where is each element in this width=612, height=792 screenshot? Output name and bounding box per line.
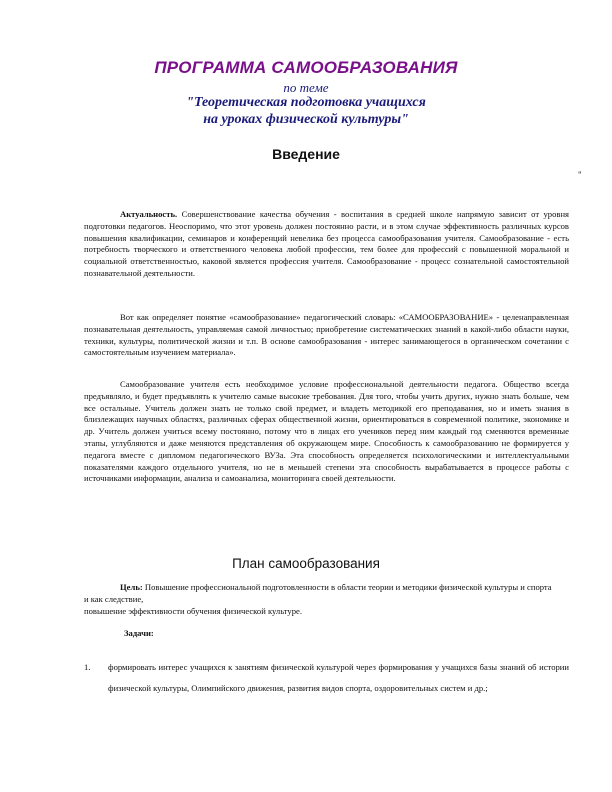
program-subtitle: по теме <box>283 80 329 95</box>
list-item-text: формировать интерес учащихся к занятиям физической культурой через формирования у учащихся базы знаний об истории физической культуры, Олимпийского движения, развития видов спорта, оздоровительных систем и др.; <box>108 662 569 693</box>
teacher-paragraph: Самообразование учителя есть необходимое условие профессиональной деятельности педагога. Общество всегда предъявляло, и будет предъявлять к учителю самые высокие требования. Для того, чтобы учить других, нужно знать больше, чем все остальные. Учитель должен знать не только свой предмет, и владеть методикой его преподавания, но и иметь знания в близлежащих научных областях, различных сферах общественной жизни, ориентироваться в современной политике, экономике и др. Учитель должен учиться всему постоянно, потому что в лицах его учеников перед ним каждый год сменяются временные этапы, углубляются и даже меняются представления об окружающем мире. Способность к самообразованию не формируется у педагога вместе с дипломом педагогического ВУЗа. Эта способность определяется психологическими и интеллектуальными показателями каждого отдельного учителя, но не в меньшей степени эта способность вырабатывается в процессе работы с источниками информации, анализа и самоанализа, мониторинга своей деятельности. <box>84 379 569 484</box>
program-title: ПРОГРАММА САМООБРАЗОВАНИЯ <box>154 58 458 77</box>
relevance-text: Совершенствование качества обучения - воспитания в средней школе напрямую зависит от уровня подготовки педагогов. Неоспоримо, что этот уровень должен постоянно расти, и в этом случае эффективность различных курсов повышения квалификации, семинаров и конференций невелика без процесса самообразования учителя. Самообразование - есть потребность творческого и ответственного человека любой профессии, тем более для профессий с повышенной моральной и социальной ответственностью, каковой является профессия учителя. Самообразование - процесс сознательной самостоятельной познавательной деятельности. <box>84 209 569 278</box>
plan-heading: План самообразования <box>232 556 380 571</box>
list-item-number: 1. <box>84 662 91 672</box>
stray-quote-mark: " <box>578 170 582 180</box>
goal-text: Повышение профессиональной подготовленности в области теории и методики физической культуры и спорта и как следствие, <box>84 582 552 604</box>
relevance-paragraph <box>84 209 569 280</box>
relevance-label: Актуальность. <box>120 209 178 219</box>
goal-label: Цель: <box>120 582 143 592</box>
tasks-label: Задачи: <box>124 628 154 638</box>
program-theme-line-1: "Теоретическая подготовка учащихся <box>186 95 426 110</box>
list-item <box>84 657 569 699</box>
goal-text-2: повышение эффективности обучения физической культуре. <box>84 605 302 616</box>
goal-paragraph <box>84 582 554 617</box>
program-theme-line-2: на уроках физической культуры" <box>203 112 409 127</box>
definition-paragraph: Вот как определяет понятие «самообразование» педагогический словарь: «САМООБРАЗОВАНИЕ» - целенаправленная познавательная деятельность, управляемая самой личностью; приобретение систематических знаний в какой-либо области науки, техники, культуры, политической жизни и т.п. В основе самообразования - интерес занимающегося в органическом сочетании с самостоятельным изучением материала». <box>84 312 569 358</box>
intro-heading: Введение <box>272 146 340 162</box>
